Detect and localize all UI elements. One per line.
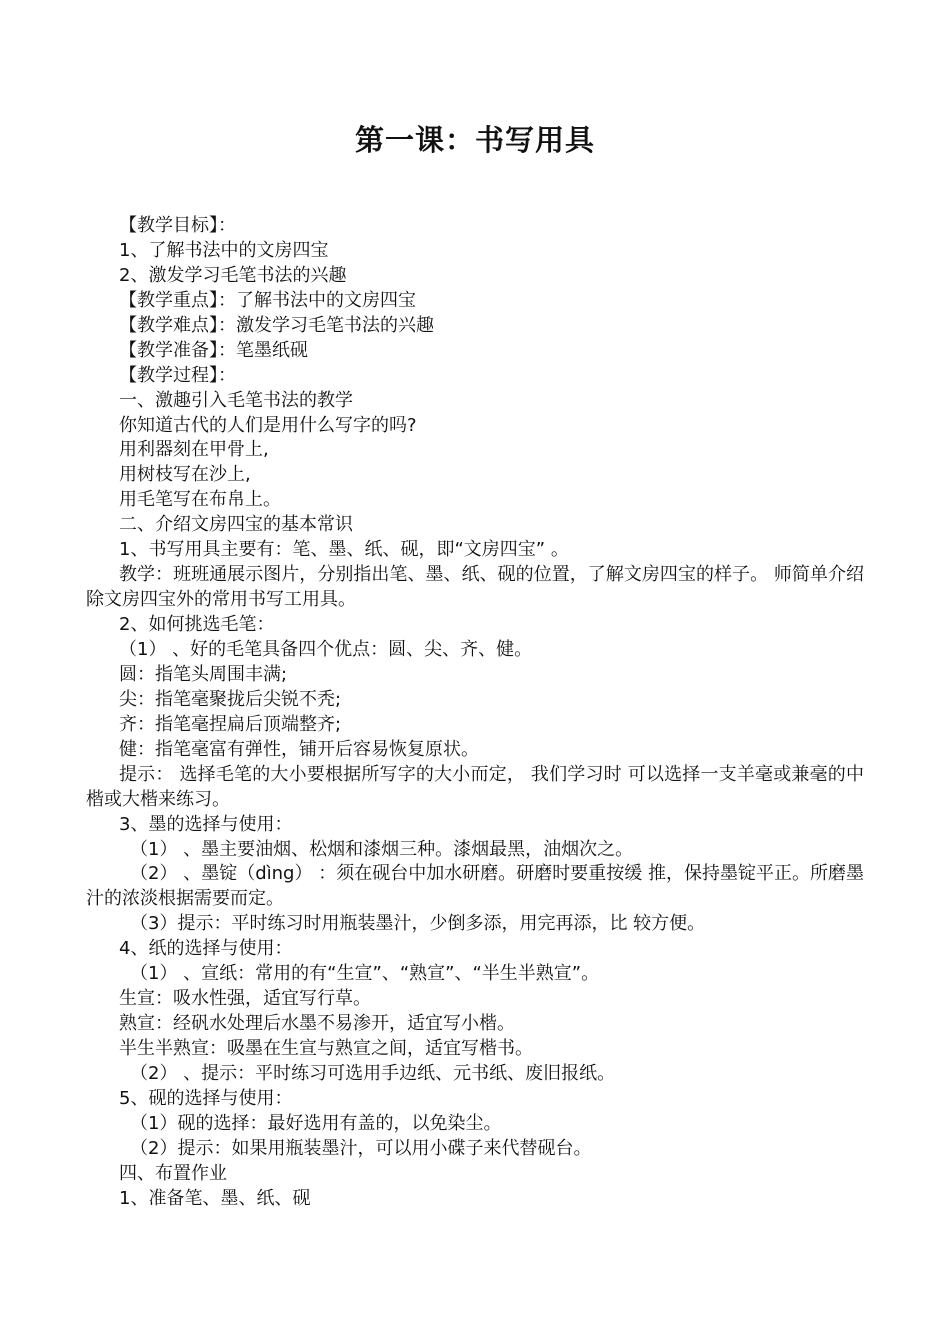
- page-title: 第一课：书写用具: [354, 123, 595, 157]
- text-line: 半生半熟宣：吸墨在生宣与熟宣之间，适宜写楷书。: [119, 1038, 533, 1060]
- text-line: 4、纸的选择与使用：: [119, 938, 293, 960]
- text-line: 生宣：吸水性强，适宜写行草。: [119, 988, 371, 1010]
- text-line: 二、介绍文房四宝的基本常识: [119, 514, 353, 536]
- text-line: （2）提示：如果用瓶装墨汁，可以用小碟子来代替砚台。: [130, 1137, 592, 1159]
- text-paragraph: （2） 、墨锭（dìng） ：须在砚台中加水研磨。研磨时要重按缓 推，保持墨锭平正。所磨墨汁的浓淡根据需要而定。: [86, 863, 864, 910]
- text-line: （1） 、墨主要油烟、松烟和漆烟三种。漆烟最黑，油烟次之。: [130, 838, 634, 860]
- text-line: 健：指笔毫富有弹性，铺开后容易恢复原状。: [119, 738, 479, 760]
- text-line: 2、激发学习毛笔书法的兴趣: [119, 264, 347, 286]
- text-line: 用毛笔写在布帛上。: [119, 489, 281, 511]
- text-line: 你知道古代的人们是用什么写字的吗?: [119, 414, 417, 436]
- text-line: 熟宣：经矾水处理后水墨不易渗开，适宜写小楷。: [119, 1013, 515, 1035]
- text-line: 1、准备笔、墨、纸、砚: [119, 1187, 311, 1209]
- text-line: 齐：指笔毫捏扁后顶端整齐;: [119, 713, 342, 735]
- text-line: （1）砚的选择：最好选用有盖的，以免染尘。: [130, 1112, 502, 1134]
- text-line: 圆：指笔头周围丰满;: [119, 663, 288, 685]
- text-line: 【教学目标】：: [119, 215, 236, 236]
- text-line: 四、布置作业: [119, 1162, 227, 1184]
- text-line: 5、砚的选择与使用：: [119, 1087, 293, 1109]
- text-paragraph: 提示： 选择毛笔的大小要根据所写字的大小而定， 我们学习时 可以选择一支羊毫或兼毫的中楷或大楷来练习。: [86, 763, 864, 810]
- text-line: （1） 、宣纸：常用的有“生宣”、“熟宣”、“半生半熟宣”。: [130, 963, 600, 985]
- text-paragraph: 教学：班班通展示图片，分别指出笔、墨、纸、砚的位置，了解文房四宝的样子。 师简单介绍除文房四宝外的常用书写工用具。: [86, 564, 864, 611]
- text-line: 1、书写用具主要有：笔、墨、纸、砚，即“文房四宝” 。: [119, 539, 569, 561]
- text-line: 用树枝写在沙上,: [119, 464, 251, 486]
- text-line: 用利器刻在甲骨上,: [119, 439, 269, 461]
- text-line: 【教学重点】：了解书法中的文房四宝: [119, 289, 416, 311]
- text-line: （3）提示：平时练习时用瓶装墨汁，少倒多添，用完再添，比 较方便。: [130, 913, 706, 935]
- text-line: 2、如何挑选毛笔：: [119, 614, 275, 636]
- text-line: （1） 、好的毛笔具备四个优点：圆、尖、齐、健。: [119, 638, 533, 660]
- document-body: [86, 214, 864, 1212]
- text-line: 【教学过程】：: [119, 364, 236, 386]
- text-line: 【教学难点】：激发学习毛笔书法的兴趣: [119, 314, 434, 336]
- text-line: 【教学准备】：笔墨纸砚: [119, 339, 308, 361]
- text-line: 1、了解书法中的文房四宝: [119, 239, 329, 261]
- text-line: 3、墨的选择与使用：: [119, 813, 293, 835]
- text-line: 尖：指笔毫聚拢后尖锐不秃;: [119, 688, 342, 710]
- text-line: （2） 、提示：平时练习可选用手边纸、元书纸、废旧报纸。: [130, 1062, 616, 1084]
- text-line: 一、激趣引入毛笔书法的教学: [119, 389, 353, 411]
